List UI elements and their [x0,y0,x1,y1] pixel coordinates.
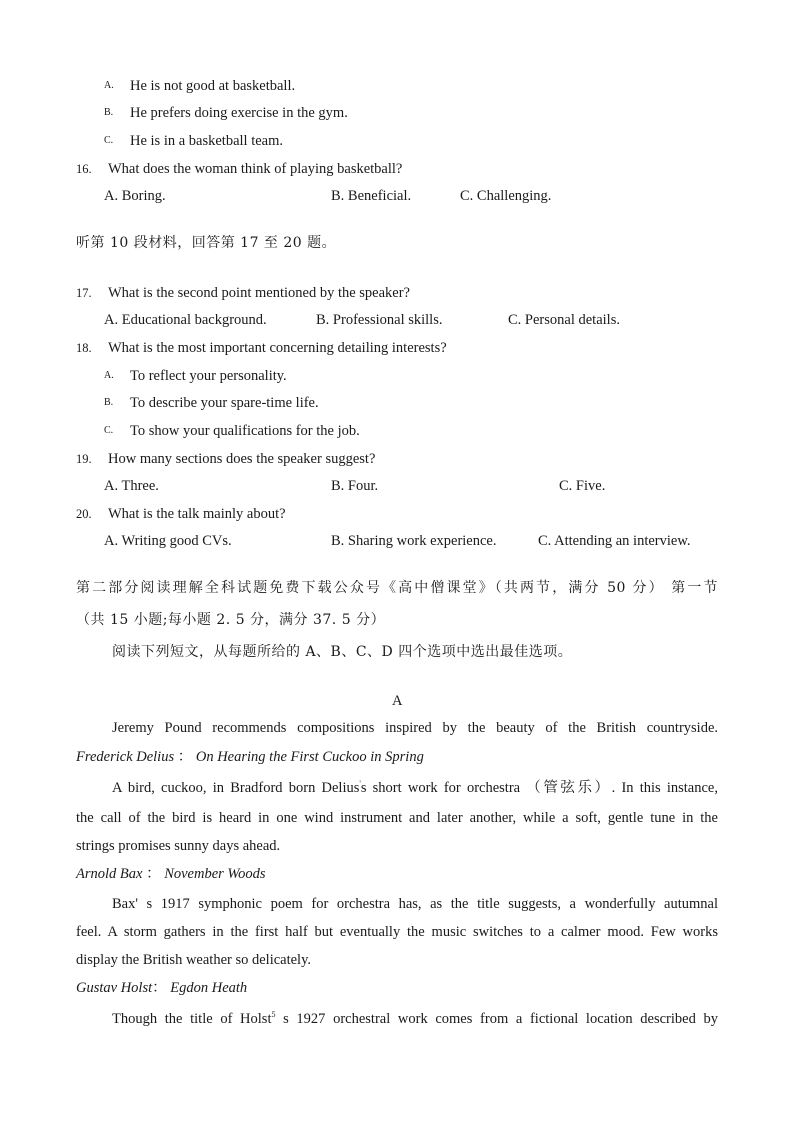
q16-number: 16. [76,162,92,176]
work1-line1-sup: ' [359,779,361,789]
section10-instruction: 听第 10 段材料，回答第 17 至 20 题。 [76,235,337,251]
q16-option-c: C. Challenging. [460,188,552,204]
work3-line1-sup: 5 [271,1010,276,1020]
work3-separator: ： [152,980,167,996]
work3-line1-pre: Though the title of Holst [112,1011,272,1027]
q16-option-a: A. Boring. [104,188,166,204]
q20-question: What is the talk mainly about? [108,506,286,522]
q18-option-a-letter: A. [104,370,114,381]
q19-number: 19. [76,452,92,466]
q18-option-c-text: To show your qualifications for the job. [130,423,360,439]
passage-intro: Jeremy Pound recommends compositions inspired by the beauty of the British countryside. [112,720,718,736]
q17-option-a: A. Educational background. [104,312,267,328]
q15-option-c-letter: C. [104,135,114,146]
work2-separator: ： [146,866,161,882]
q17-option-b: B. Professional skills. [316,312,443,328]
work2-line2: feel. A storm gathers in the first half but eventually the music switches to a calmer mood. Few works [76,924,718,940]
q18-option-b-text: To describe your spare-time life. [130,395,319,411]
part2-heading-line1: 第二部分阅读理解全科试题免费下载公众号《高中僧课堂》（共两节，满分 50 分） 第一节 [76,580,718,596]
part2-instruction: 阅读下列短文，从每题所给的 A、B、C、D 四个选项中选出最佳选项。 [112,644,573,660]
q17-number: 17. [76,286,92,300]
q19-option-a: A. Three. [104,478,159,494]
work1-line1-post: s short work for orchestra （管弦乐）. In this instance, [360,780,718,796]
work2-line1: Bax' s 1917 symphonic poem for orchestra has, as the title suggests, a wonderfully autumnal [112,896,718,912]
q18-option-b-letter: B. [104,397,114,408]
q19-option-b: B. Four. [331,478,379,494]
work2-composer: Arnold Bax [76,866,143,882]
work3-title: Egdon Heath [170,980,248,996]
work2-heading [76,865,266,883]
q18-option-c-letter: C. [104,425,114,436]
work1-line1-pre: A bird, cuckoo, in Bradford born Delius [112,780,360,796]
q19-question: How many sections does the speaker suggest? [108,451,376,467]
work1-separator: ： [177,749,193,765]
q19-option-c: C. Five. [559,478,606,494]
q16-question: What does the woman think of playing basketball? [108,161,403,177]
q20-option-b: B. Sharing work experience. [331,533,497,549]
q15-option-b-letter: B. [104,107,114,118]
q16-option-b: B. Beneficial. [331,188,412,204]
q15-option-c-text: He is in a basketball team. [130,133,284,149]
work3-line1-post: s 1927 orchestral work comes from a fictional location described by [275,1011,718,1027]
work3-composer: Gustav Holst [76,980,153,996]
work2-line3: display the British weather so delicately. [76,952,312,968]
work3-line1 [112,1010,718,1028]
part2-heading-line2: （共 15 小题;每小题 2. 5 分，满分 37. 5 分） [76,612,386,628]
q15-option-b-text: He prefers doing exercise in the gym. [130,105,348,121]
q20-option-a: A. Writing good CVs. [104,533,232,549]
work1-heading [76,748,424,766]
q15-option-a-letter: A. [104,80,114,91]
work2-title: November Woods [164,866,266,882]
q18-number: 18. [76,341,92,355]
q20-number: 20. [76,507,92,521]
q18-question: What is the most important concerning detailing interests? [108,340,447,356]
work1-title: On Hearing the First Cuckoo in Spring [195,749,424,765]
work1-composer: Frederick Delius [76,749,175,765]
q20-option-c: C. Attending an interview. [538,533,691,549]
work1-line1 [112,779,718,797]
q17-option-c: C. Personal details. [508,312,620,328]
q15-option-a-text: He is not good at basketball. [130,78,296,94]
q17-question: What is the second point mentioned by the speaker? [108,285,410,301]
work3-heading [76,979,247,997]
passage-label: A [392,693,403,709]
work1-line2: the call of the bird is heard in one wind instrument and later another, while a soft, gentle tune in the [76,810,718,826]
work1-line3: strings promises sunny days ahead. [76,838,281,854]
q18-option-a-text: To reflect your personality. [130,368,287,384]
